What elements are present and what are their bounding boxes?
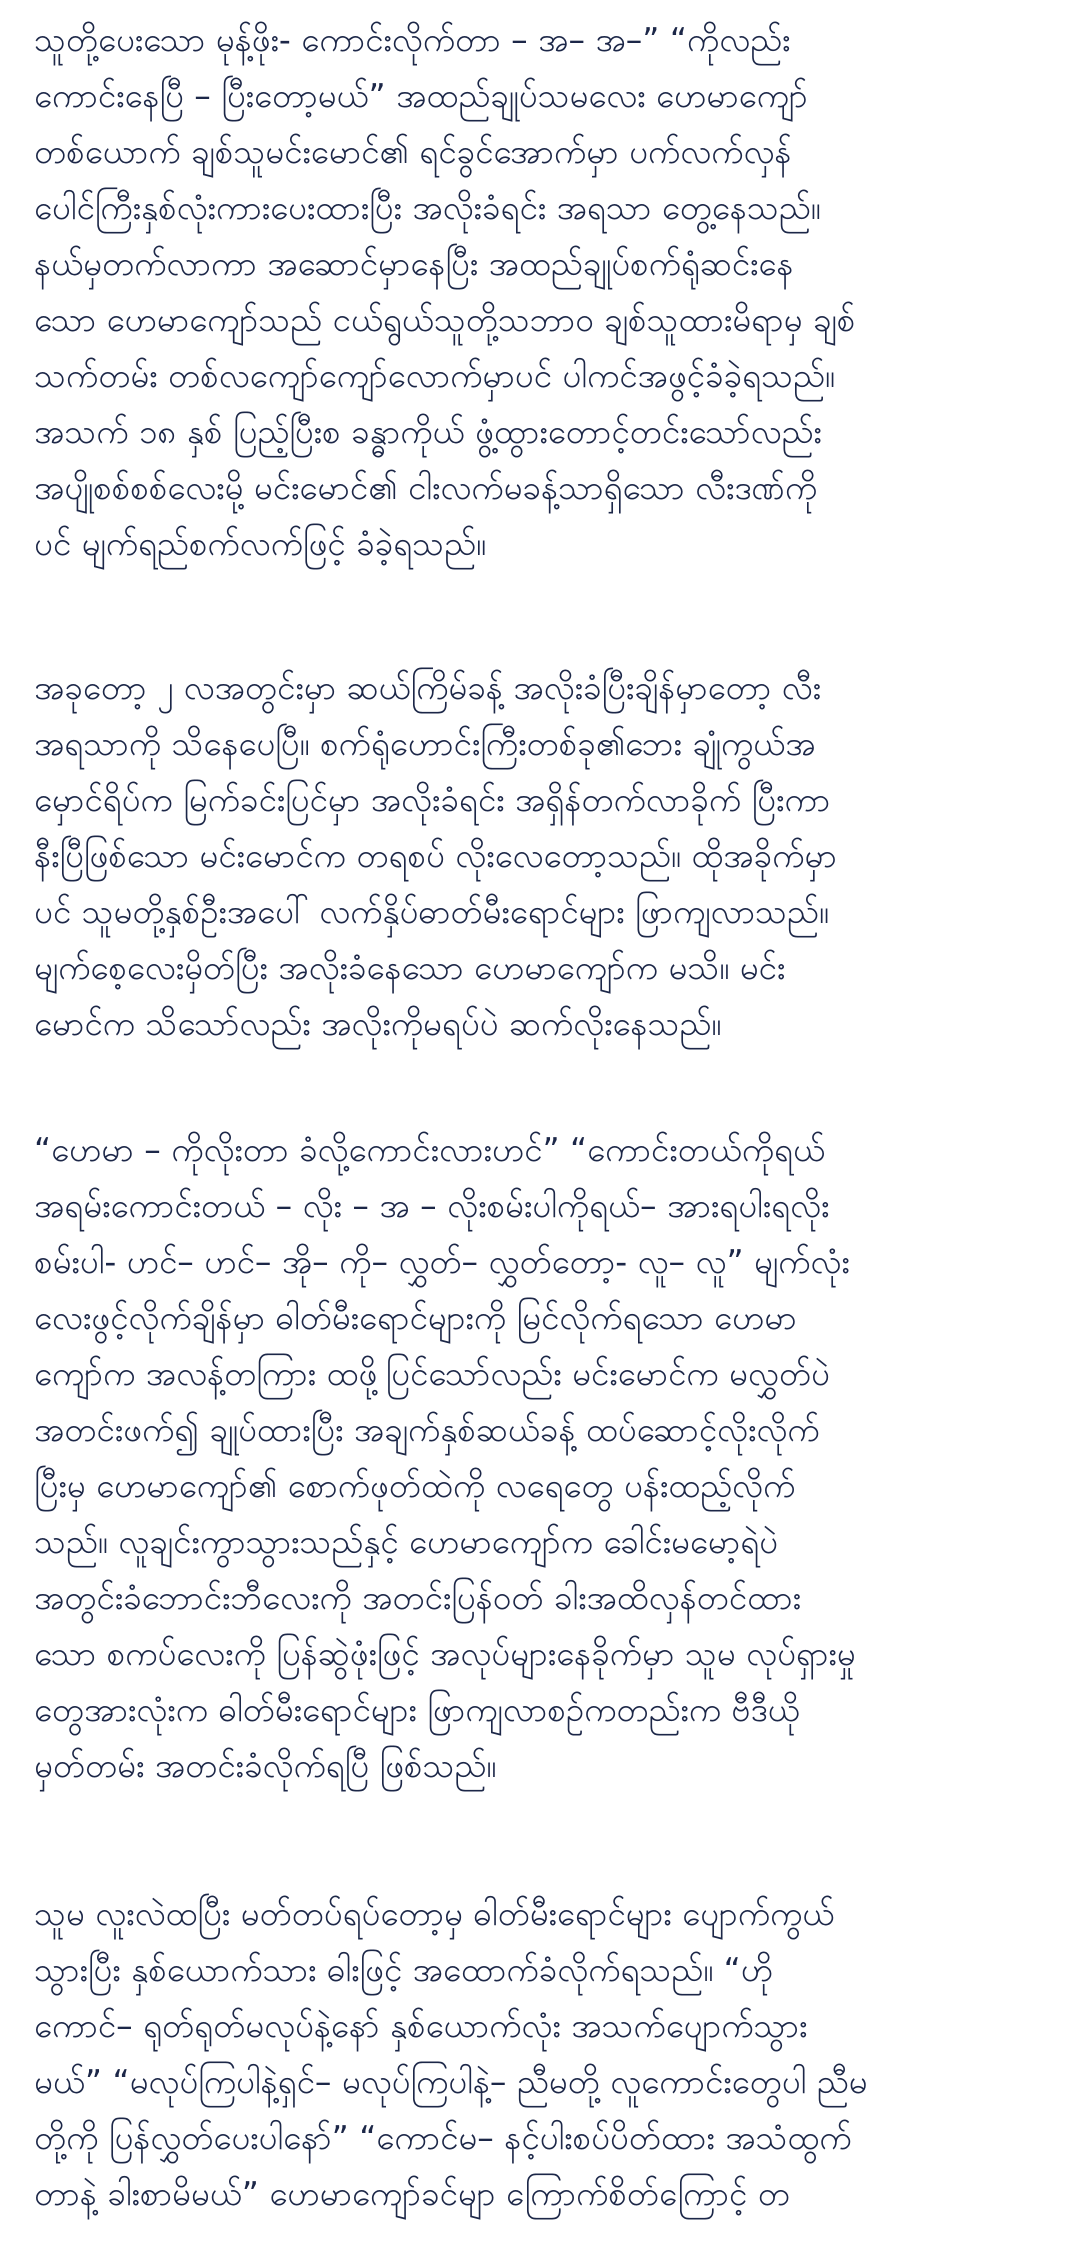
text-line: ကောင်– ရုတ်ရုတ်မလုပ်နဲ့နော် နှစ်ယောက်လုံး အသက်ပျောက်သွား (34, 2006, 808, 2045)
text-line: သော ဟေမာကျော်သည် ငယ်ရွယ်သူတို့သဘာဝ ချစ်သူထားမိရာမှ ချစ် (34, 300, 856, 339)
text-line: ပင် သူမတို့နှစ်ဦးအပေါ် လက်နှိပ်ဓာတ်မီးရောင်များ ဖြာကျလာသည်။ (34, 892, 829, 931)
text-line: သက်တမ်း တစ်လကျော်ကျော်လောက်မှာပင် ပါကင်အဖွင့်ခံခဲ့ရသည်။ (34, 356, 835, 395)
text-line: သွားပြီး နှစ်ယောက်သား ဓါးဖြင့် အထောက်ခံလိုက်ရသည်။ “ဟို (34, 1950, 774, 1989)
text-line: အရသာကို သိနေပေပြီ။ စက်ရုံဟောင်းကြီးတစ်ခု၏ဘေး ချုံကွယ်အ (34, 724, 816, 763)
text-line: အတင်းဖက်၍ ချုပ်ထားပြီး အချက်နှစ်ဆယ်ခန့် ထပ်ဆောင့်လိုးလိုက် (34, 1410, 820, 1449)
text-line: တွေအားလုံးက ဓါတ်မီးရောင်များ ဖြာကျလာစဉ်ကတည်းက ဗီဒီယို (34, 1690, 800, 1729)
text-line: ကျော်က အလန့်တကြား ထဖို့ပြင်သော်လည်း မင်းမောင်က မလွှတ်ပဲ (34, 1354, 830, 1393)
text-line: ပေါင်ကြီးနှစ်လုံးကားပေးထားပြီး အလိုးခံရင်း အရသာ တွေ့နေသည်။ (34, 188, 821, 227)
text-line: မောင်က သိသော်လည်း အလိုးကိုမရပ်ပဲ ဆက်လိုးနေသည်။ (34, 1004, 722, 1043)
text-line: တာနဲ့ ခါးစာမိမယ်” ဟေမာကျော်ခင်မျာ ကြောက်စိတ်ကြောင့် တ (34, 2174, 790, 2213)
text-line: သူတို့ပေးသော မုန့်ဖိုး- ကောင်းလိုက်တာ – အ– အ–” “ကိုလည်း (34, 20, 791, 59)
text-line: “ဟေမာ – ကိုလိုးတာ ခံလို့ကောင်းလားဟင်” “ကောင်းတယ်ကိုရယ် (34, 1130, 826, 1169)
text-line: ပြီးမှ ဟေမာကျော်၏ စောက်ဖုတ်ထဲကို လရေတွေ ပန်းထည့်လိုက် (34, 1466, 796, 1505)
text-line: သော စကပ်လေးကို ပြန်ဆွဲဖုံးဖြင့် အလုပ်များနေခိုက်မှာ သူမ လုပ်ရှားမှု (34, 1634, 856, 1673)
paragraph-3 (34, 1122, 856, 1794)
paragraph-1 (34, 12, 855, 572)
text-line: ပင် မျက်ရည်စက်လက်ဖြင့် ခံခဲ့ရသည်။ (34, 524, 486, 563)
text-line: မှတ်တမ်း အတင်းခံလိုက်ရပြီ ဖြစ်သည်။ (34, 1746, 497, 1785)
text-line: နယ်မှတက်လာကာ အဆောင်မှာနေပြီး အထည်ချုပ်စက်ရုံဆင်းနေ (34, 244, 794, 283)
text-line: အရမ်းကောင်းတယ် – လိုး – အ – လိုးစမ်းပါကိုရယ်– အားရပါးရလိုး (34, 1186, 830, 1225)
text-line: အသက် ၁၈ နှစ် ပြည့်ပြီးစ ခန္ဓာကိုယ် ဖွံ့ထွားတောင့်တင်းသော်လည်း (34, 412, 822, 451)
text-line: ကောင်းနေပြီ – ပြီးတော့မယ်” အထည်ချုပ်သမလေး ဟေမာကျော် (34, 76, 808, 115)
text-line: တစ်ယောက် ချစ်သူမင်းမောင်၏ ရင်ခွင်အောက်မှာ ပက်လက်လှန် (34, 132, 792, 171)
text-line: နီးပြီဖြစ်သော မင်းမောင်က တရစပ် လိုးလေတော့သည်။ ထိုအခိုက်မှာ (34, 836, 837, 875)
text-line: စမ်းပါ- ဟင်– ဟင်– အို– ကို– လွှတ်– လွှတ်တော့- လူ– လူ” မျက်လုံး (34, 1242, 850, 1281)
text-line: အတွင်းခံဘောင်းဘီလေးကို အတင်းပြန်ဝတ် ခါးအထိလှန်တင်ထား (34, 1578, 801, 1617)
text-line: အပျိုစစ်စစ်လေးမို့ မင်းမောင်၏ ငါးလက်မခန့်သာရှိသော လီးဒဏ်ကို (34, 468, 818, 507)
text-line: မှောင်ရိပ်က မြက်ခင်းပြင်မှာ အလိုးခံရင်း အရှိန်တက်လာခိုက် ပြီးကာ (34, 780, 831, 819)
text-line: တို့ကို ပြန်လွှတ်ပေးပါနော်” “ကောင်မ– နင့်ပါးစပ်ပိတ်ထား အသံထွက် (34, 2118, 852, 2157)
text-line: အခုတော့ ၂ လအတွင်းမှာ ဆယ်ကြိမ်ခန့် အလိုးခံပြီးချိန်မှာတော့ လီး (34, 668, 821, 707)
text-line: မျက်စေ့လေးမှိတ်ပြီး အလိုးခံနေသော ဟေမာကျော်က မသိ။ မင်း (34, 948, 786, 987)
paragraph-2 (34, 660, 837, 1052)
text-line: သည်။ လူချင်းကွာသွားသည်နှင့် ဟေမာကျော်က ခေါင်းမမော့ရဲပဲ (34, 1522, 778, 1561)
text-line: သူမ လူးလဲထပြီး မတ်တပ်ရပ်တော့မှ ဓါတ်မီးရောင်များ ပျောက်ကွယ် (34, 1894, 835, 1933)
text-line: မယ်” “မလုပ်ကြပါနဲ့ရှင်– မလုပ်ကြပါနဲ့– ညီမတို့ လူကောင်းတွေပါ ညီမ (34, 2062, 868, 2101)
paragraph-4 (34, 1886, 868, 2222)
text-line: လေးဖွင့်လိုက်ချိန်မှာ ဓါတ်မီးရောင်များကို မြင်လိုက်ရသော ဟေမာ (34, 1298, 797, 1337)
